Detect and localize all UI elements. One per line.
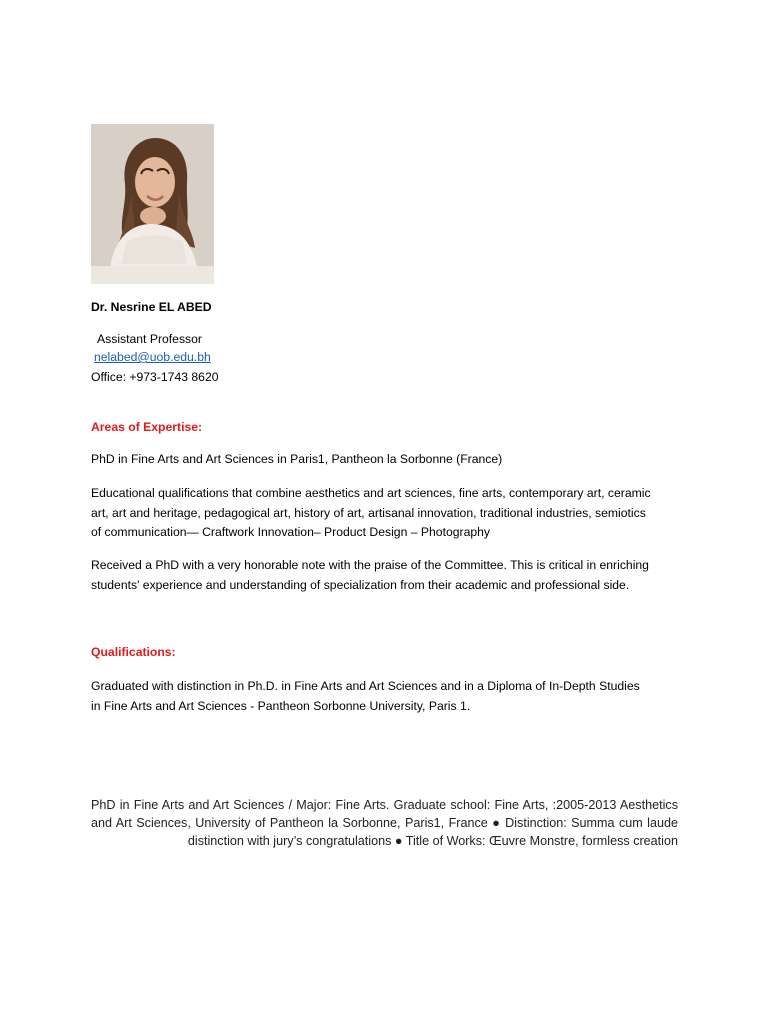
- phd-details-paragraph: PhD in Fine Arts and Art Sciences / Major: Fine Arts. Graduate school: Fine Arts, :2005-2013 Aesthetics and Art Sciences, University of Pantheon la Sorbonne, Paris1, France ● Distinction: Summa cum laude distinction with jury’s congratulations ● Title of Works: Œuvre Monstre, formless creation: [91, 798, 678, 848]
- expertise-heading: Areas of Expertise:: [91, 420, 203, 434]
- person-name: Dr. Nesrine EL ABED: [91, 300, 212, 314]
- office-phone: Office: +973-1743 8620: [91, 370, 219, 384]
- profile-photo: [91, 124, 214, 284]
- honor-paragraph: Received a PhD with a very honorable note with the praise of the Committee. This is critical in enriching students' experience and understanding of specialization from their academic and professional side.: [91, 558, 649, 592]
- portrait-image: [91, 124, 214, 284]
- qualifications-heading: Qualifications:: [91, 645, 176, 659]
- job-title: Assistant Professor: [97, 332, 202, 346]
- qualifications-paragraph: Graduated with distinction in Ph.D. in Fine Arts and Art Sciences and in a Diploma of In-Depth Studies in Fine Arts and Art Sciences - Pantheon Sorbonne University, Paris 1.: [91, 679, 640, 713]
- phd-line: PhD in Fine Arts and Art Sciences in Paris1, Pantheon la Sorbonne (France): [91, 452, 503, 466]
- email-link[interactable]: nelabed@uob.edu.bh: [94, 350, 211, 364]
- expertise-paragraph: Educational qualifications that combine aesthetics and art sciences, fine arts, contemporary art, ceramic art, art and heritage, pedagogical art, history of art, artisanal innovation, traditional industries, semiotics of communication— Craftwork Innovation– Product Design – Photography: [91, 486, 651, 539]
